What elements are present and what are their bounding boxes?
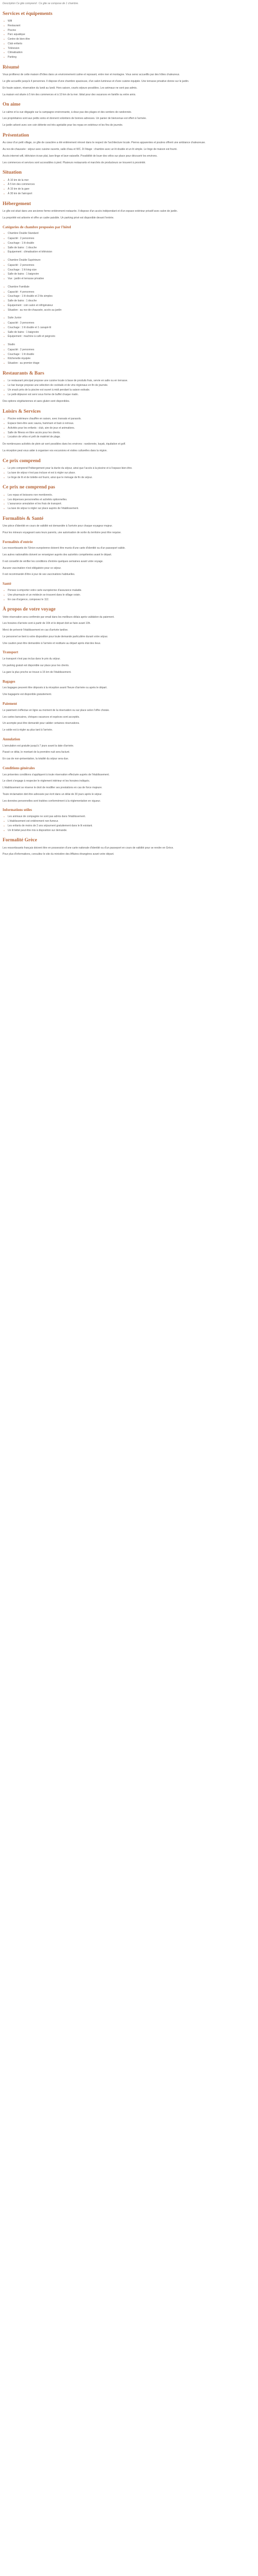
voyage-paragraph: Le personnel se tient à votre disposition pour toute demande particulière durant votre séjour. (3, 635, 108, 638)
situation-item: ● À 15 km de la gare (3, 188, 255, 192)
room-category-detail: ● Capacité : 4 personnes (3, 291, 255, 295)
room-category-detail: ● Couchage : 1 lit double (3, 242, 255, 246)
info-item: ● Un lit bébé peut être mis à disposition sur demande. (3, 829, 255, 833)
room-category-details (3, 321, 255, 339)
price-includes-item: ● Le linge de lit et de toilette est fourni, ainsi que le ménage de fin de séjour. (3, 476, 255, 480)
formalites-paragraph: Pour les mineurs voyageant sans leurs parents, une autorisation de sortie du territoire peut être requise. (3, 531, 122, 534)
conditions-title: Conditions générales (3, 766, 35, 770)
infos-list (3, 815, 255, 833)
hebergement-paragraph: Le gîte est situé dans une ancienne ferme entièrement restaurée. Il dispose d'un accès indépendant et d'un espace extérieur privatif avec salon de jardin. (3, 210, 178, 213)
annulation-title: Annulation (3, 737, 20, 741)
loisir-item: ● Activités pour les enfants : club, aire de jeux et animations. (3, 427, 255, 431)
room-category-detail: ● Capacité : 3 personnes (3, 321, 255, 326)
services-title: Services et équipements (3, 11, 53, 16)
service-item: ● Piscine (3, 29, 255, 33)
formalites-paragraph: Il est recommandé d'être à jour de ses vaccinations habituelles. (3, 573, 75, 577)
price-includes-item: ● Le prix comprend l'hébergement pour la durée du séjour, ainsi que l'accès à la piscine et à l'espace bien-être. (3, 467, 255, 471)
loisirs-paragraph: De nombreuses activités de plein air sont possibles dans les environs : randonnée, kayak, équitation et golf. (3, 443, 126, 446)
hebergement-paragraph: La propriété est arborée et offre un cadre paisible. Un parking privé est disponible devant l'entrée. (3, 216, 114, 219)
price-excludes-item: ● La taxe de séjour à régler sur place auprès de l'établissement. (3, 507, 255, 511)
room-category-detail: ● Salle de bains : 1 douche (3, 246, 255, 250)
on-aime-paragraph: Les propriétaires sont aux petits soins et donnent volontiers de bonnes adresses. Un panier de bienvenue est offert à l'arrivée. (3, 117, 147, 121)
room-category-detail: ● Couchage : 1 lit double et 1 canapé-lit (3, 326, 255, 330)
loisir-item: ● Salle de fitness en libre accès pour les clients. (3, 431, 255, 435)
description-intro: Description Ce gite comprend : Ce gite se compose de 1 chambre. (3, 2, 79, 5)
voyage-paragraph: Une caution peut être demandée à l'arrivée et restituée au départ après état des lieux. (3, 641, 101, 645)
conditions-paragraph: Les données personnelles sont traitées conformément à la réglementation en vigueur. (3, 799, 101, 803)
loisirs-list (3, 417, 255, 439)
prix-exclut-title: Ce prix ne comprend pas (3, 485, 55, 490)
paiement-title: Paiement (3, 701, 17, 706)
loisir-item: ● Location de vélos et prêt de matériel de plage. (3, 435, 255, 439)
price-excludes-item: ● Les repas et boissons non mentionnés. (3, 494, 255, 498)
on-aime-paragraph: Le calme et la vue dégagée sur la campagne environnante, à deux pas des plages et des sentiers de randonnée. (3, 110, 132, 114)
infos-title: Informations utiles (3, 808, 32, 812)
room-category (3, 285, 255, 313)
restaurant-item: ● Le restaurant principal propose une cuisine locale à base de produits frais, servie en salle ou en terrasse. (3, 379, 255, 383)
resume-title: Résumé (3, 64, 20, 70)
bagages-paragraph: Les bagages peuvent être déposés à la réception avant l'heure d'arrivée ou après le départ. (3, 686, 107, 690)
room-category-detail: ● Salle de bains : 1 baignoire (3, 273, 255, 277)
formalites-more (3, 547, 255, 577)
sante-item: ● En cas d'urgence, composez le 112. (3, 598, 255, 602)
resume-paragraph: Vous profiterez de cette maison d'hôtes dans un environnement calme et reposant, entre mer et montagne. Vous serez accueillis par des hôtes chaleureux. (3, 73, 180, 77)
room-category-details (3, 348, 255, 366)
room-category (3, 232, 255, 255)
service-item: ● Parking (3, 56, 255, 60)
presentation-section (3, 133, 255, 165)
room-category-detail: ● Situation : au rez-de-chaussée, accès au jardin (3, 309, 255, 313)
room-category (3, 316, 255, 339)
formalites-title: Formalités & Santé (3, 516, 44, 521)
formalite-final-paragraph: Les ressortissants français doivent être en possession d'une carte nationale d'identité ou d'un passeport en cours de validité pour se rendre en Grèce. (3, 846, 174, 850)
presentation-title: Présentation (3, 132, 29, 138)
presentation-paragraph: Au rez-de-chaussée : séjour avec cuisine ouverte, salle d'eau et WC. À l'étage : chambre avec un lit double et un lit simple. Le linge de maison est fourni. (3, 148, 178, 151)
transport-paragraph: Le transport n'est pas inclus dans le prix du séjour. (3, 657, 61, 661)
room-category-detail: ● Couchage : 1 lit double (3, 353, 255, 357)
conditions-paragraph: Le client s'engage à respecter le règlement intérieur et les horaires indiqués. (3, 779, 90, 783)
service-item: ● Télévision (3, 47, 255, 51)
room-category-detail: ● Capacité : 2 personnes (3, 264, 255, 268)
hebergement-section (3, 201, 255, 366)
transport-body (3, 657, 255, 674)
ce-prix-title: Ce prix comprend (3, 458, 41, 464)
loisir-item: ● Espace bien-être avec sauna, hammam et bain à remous. (3, 422, 255, 426)
room-category-detail: ● Équipement : machine à café et peignoirs (3, 335, 255, 339)
resume-body (3, 73, 255, 97)
formalite-final-title: Formalité Grèce (3, 838, 37, 843)
paiement-body (3, 709, 255, 733)
info-item: ● Les enfants de moins de 2 ans séjournent gratuitement dans le lit existant. (3, 824, 255, 828)
on-aime-paragraph: Le jardin arboré avec son coin détente est très agréable pour les repas en extérieur et les fins de journée. (3, 124, 123, 127)
room-category-name: ● Chambre Double Supérieure (3, 259, 255, 263)
paiement-paragraph: Les cartes bancaires, chèques vacances et espèces sont acceptés. (3, 715, 80, 719)
voyage-paragraph: Les horaires d'arrivée sont à partir de 16h et le départ doit se faire avant 10h. (3, 622, 91, 625)
service-item: ● Centre de bien-être (3, 38, 255, 42)
room-categories (3, 232, 255, 366)
ce-prix-section (3, 459, 255, 480)
restaurant-item: ● Un snack près de la piscine est ouvert à midi pendant la saison estivale. (3, 388, 255, 393)
formalites-paragraph: Aucune vaccination n'est obligatoire pour ce séjour. (3, 566, 61, 570)
room-category-name: ● Chambre Familiale (3, 285, 255, 290)
ce-prix-list (3, 467, 255, 480)
restaurants-section (3, 371, 255, 404)
formalites-paragraph: Les ressortissants de l'Union européenne doivent être munis d'une carte d'identité ou d'un passeport valide. (3, 547, 126, 550)
voyage-title: À propos de votre voyage (3, 607, 56, 613)
formalites-subtitle: Formalités d'entrée (3, 539, 33, 544)
room-category-detail: ● Salle de bains : 1 douche (3, 299, 255, 303)
options-note: Des options végétariennes et sans gluten sont disponibles. (3, 400, 70, 403)
loisirs-more (3, 443, 255, 453)
voyage-body (3, 616, 255, 646)
service-item: ● Climatisation (3, 51, 255, 55)
hebergement-body (3, 210, 255, 221)
paiement-paragraph: Le solde est à régler au plus tard à l'arrivée. (3, 728, 53, 732)
service-item: ● Restaurant (3, 24, 255, 28)
room-category (3, 259, 255, 281)
room-category-detail: ● Couchage : 1 lit double et 2 lits simples (3, 295, 255, 299)
price-excludes-item: ● Les dépenses personnelles et activités optionnelles. (3, 498, 255, 502)
room-categories-title: Catégories de chambre proposées par l'hôtel (3, 225, 71, 229)
conditions-paragraph: L'établissement se réserve le droit de modifier ses prestations en cas de force majeure. (3, 786, 103, 790)
room-category-detail: ● Capacité : 2 personnes (3, 348, 255, 352)
price-excludes-item: ● L'assurance annulation et les frais de transport. (3, 502, 255, 506)
room-category-detail: ● Kitchenette équipée (3, 357, 255, 361)
voyage-paragraph: Votre réservation sera confirmée par email dans les meilleurs délais après validation du paiement. (3, 615, 115, 619)
bagages-body (3, 686, 255, 697)
conditions-paragraph: Toute réclamation doit être adressée par écrit dans un délai de 30 jours après le séjour. (3, 792, 102, 796)
paiement-paragraph: Un acompte peut être demandé pour valider certaines réservations. (3, 722, 80, 725)
bagages-title: Bagages (3, 679, 15, 684)
resume-paragraph: En haute saison, réservation du lundi au lundi. Hors saison, courts séjours possibles. Les animaux ne sont pas admis. (3, 86, 137, 90)
formalites-body (3, 524, 255, 535)
situation-title: Situation (3, 170, 22, 176)
voyage-paragraph: Merci de prévenir l'établissement en cas d'arrivée tardive. (3, 629, 69, 632)
room-category-details (3, 237, 255, 255)
prix-exclut-section (3, 485, 255, 511)
on-aime-section (3, 102, 255, 128)
price-includes-item: ● La taxe de séjour n'est pas incluse et est à régler sur place. (3, 471, 255, 476)
room-category-detail: ● Équipement : coin salon et réfrigérateur (3, 304, 255, 308)
paiement-paragraph: Le paiement s'effectue en ligne au moment de la réservation ou sur place selon l'offre choisie. (3, 708, 110, 712)
loisirs-paragraph: La réception peut vous aider à organiser vos excursions et visites culturelles dans la région. (3, 449, 107, 452)
situation-item: ● À 30 km de l'aéroport (3, 192, 255, 196)
room-category-name: ● Suite Junior (3, 316, 255, 320)
room-category-detail: ● Situation : au premier étage (3, 362, 255, 366)
presentation-paragraph: Accès internet wifi, télévision écran plat, lave-linge et lave-vaisselle. Possibilité de louer des vélos sur place pour découvrir les environs. (3, 154, 158, 158)
conditions-paragraph: Les présentes conditions s'appliquent à toute réservation effectuée auprès de l'établissement. (3, 773, 110, 776)
room-category-detail: ● Vue : jardin et terrasse privative (3, 277, 255, 281)
on-aime-title: On aime (3, 102, 21, 108)
transport-paragraph: La gare la plus proche se trouve à 15 km de l'établissement. (3, 670, 72, 674)
resume-paragraph: Le gîte accueille jusqu'à 4 personnes. Il dispose d'une chambre spacieuse, d'un salon lumineux et d'une cuisine équipée. Une terrasse privative donne sur le jardin. (3, 80, 189, 83)
transport-paragraph: Un parking gratuit est disponible sur place pour les clients. (3, 664, 70, 668)
restaurants-title: Restaurants & Bars (3, 370, 44, 376)
sante-item: ● Une pharmacie et un médecin se trouvent dans le village voisin. (3, 594, 255, 598)
annulation-paragraph: L'annulation est gratuite jusqu'à 7 jours avant la date d'arrivée. (3, 744, 74, 748)
services-section (3, 11, 255, 60)
situation-item: ● À 5 km des commerces (3, 183, 255, 187)
situation-item: ● À 10 km de la mer (3, 179, 255, 183)
room-category-name: ● Chambre Double Standard (3, 232, 255, 236)
annulation-body (3, 744, 255, 761)
service-item: ● Club enfants (3, 42, 255, 46)
formalites-paragraph: Les autres nationalités doivent se renseigner auprès des autorités compétentes avant le départ. (3, 553, 112, 557)
presentation-body (3, 141, 255, 165)
on-aime-body (3, 111, 255, 128)
info-item: ● L'établissement est entièrement non-fumeur. (3, 820, 255, 824)
room-category-name: ● Studio (3, 343, 255, 347)
room-category-detail: ● Capacité : 2 personnes (3, 237, 255, 241)
restaurant-item: ● Le petit-déjeuner est servi sous forme de buffet chaque matin. (3, 393, 255, 397)
sante-list (3, 589, 255, 602)
annulation-paragraph: En cas de non-présentation, la totalité du séjour sera due. (3, 757, 69, 761)
loisir-item: ● Piscine extérieure chauffée en saison, avec transats et parasols. (3, 417, 255, 421)
bagages-paragraph: Une bagagerie est disponible gratuitement. (3, 693, 52, 697)
formalite-final-body (3, 846, 255, 857)
sante-title: Santé (3, 582, 11, 586)
formalites-paragraph: Une pièce d'identité en cours de validité est demandée à l'arrivée pour chaque voyageur majeur. (3, 524, 113, 528)
loisirs-section (3, 409, 255, 453)
restaurant-item: ● Le bar lounge propose une sélection de cocktails et de vins régionaux en fin de journée. (3, 384, 255, 388)
formalite-final-paragraph: Pour plus d'informations, consultez le site du ministère des Affaires étrangères avant votre départ. (3, 853, 115, 856)
room-category-details (3, 291, 255, 313)
prix-exclut-list (3, 494, 255, 511)
services-list (3, 20, 255, 60)
formalite-final-section (3, 838, 255, 857)
resume-section (3, 65, 255, 97)
presentation-paragraph: Au cœur d'un petit village, ce gîte de caractère a été entièrement rénové dans le respect de l'architecture locale. Pierres apparentes et poutres offrent une ambiance chaleureuse. (3, 141, 206, 145)
resume-paragraph: La maison est située à 5 km des commerces et à 10 km de la mer. Idéal pour des vacances en famille ou entre amis. (3, 93, 136, 96)
service-item: ● Parc aquatique (3, 33, 255, 37)
formalites-paragraph: Il est conseillé de vérifier les conditions d'entrée quelques semaines avant votre voyage. (3, 560, 104, 563)
room-category-details (3, 264, 255, 281)
transport-title: Transport (3, 650, 19, 655)
room-category-detail: ● Salle de bains : 1 baignoire (3, 331, 255, 335)
sante-item: ● Pensez à emporter votre carte européenne d'assurance maladie. (3, 589, 255, 593)
conditions-body (3, 773, 255, 804)
situation-section (3, 170, 255, 196)
restaurants-list (3, 379, 255, 397)
info-item: ● Les animaux de compagnie ne sont pas admis dans l'établissement. (3, 815, 255, 819)
room-category-detail: ● Équipement : climatisation et télévision (3, 250, 255, 255)
situation-list (3, 179, 255, 196)
formalites-section (3, 516, 255, 602)
annulation-paragraph: Passé ce délai, le montant de la première nuit sera facturé. (3, 751, 70, 754)
room-category-detail: ● Couchage : 1 lit king-size (3, 268, 255, 273)
room-category (3, 343, 255, 366)
presentation-paragraph: Les commerces et services sont accessibles à pied. Plusieurs restaurants et marchés de producteurs se trouvent à proximité. (3, 161, 146, 164)
service-item: ● Wifi (3, 20, 255, 24)
voyage-section (3, 607, 255, 833)
loisirs-title: Loisirs & Services (3, 409, 41, 415)
hebergement-title: Hébergement (3, 201, 31, 207)
